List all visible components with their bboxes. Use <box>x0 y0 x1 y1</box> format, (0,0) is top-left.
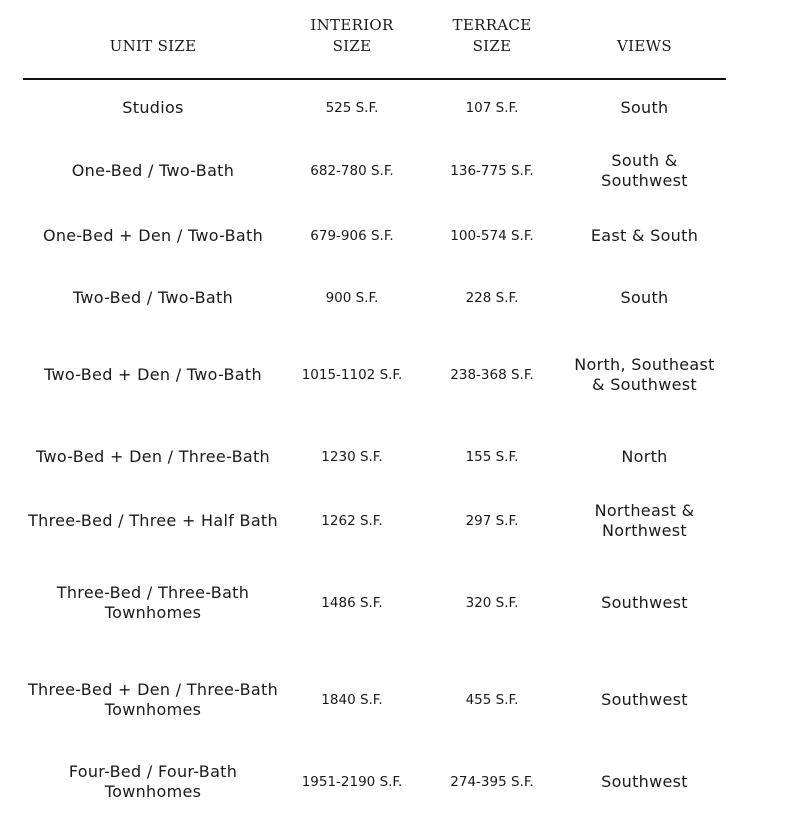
terrace-size-cell: 274-395 S.F. <box>450 774 534 790</box>
unit-size-cell: Three-Bed / Three-Bath Townhomes <box>56 583 250 622</box>
table-row <box>23 679 726 721</box>
views-cell: South <box>620 288 669 307</box>
terrace-size-cell: 100-574 S.F. <box>450 228 534 244</box>
terrace-size-cell: 455 S.F. <box>465 692 519 708</box>
unit-size-cell: One-Bed / Two-Bath <box>71 161 235 180</box>
terrace-size-cell: 107 S.F. <box>465 100 519 116</box>
interior-size-cell: 1840 S.F. <box>321 692 383 708</box>
table-row <box>23 88 726 128</box>
header-unit-size: UNIT SIZE <box>109 36 197 55</box>
table-row <box>23 277 726 319</box>
table-header <box>23 0 726 80</box>
unit-size-cell: Three-Bed / Three + Half Bath <box>28 511 278 530</box>
views-cell: Southwest <box>601 772 688 791</box>
terrace-size-cell: 238-368 S.F. <box>450 367 534 383</box>
terrace-size-cell: 297 S.F. <box>465 513 519 529</box>
views-cell: Northeast & Northwest <box>594 501 695 540</box>
unit-size-cell: Four-Bed / Four-Bath Townhomes <box>68 762 238 801</box>
interior-size-cell: 900 S.F. <box>325 290 379 306</box>
unit-size-cell: Three-Bed + Den / Three-Bath Townhomes <box>27 680 279 719</box>
interior-size-cell: 682-780 S.F. <box>310 163 394 179</box>
terrace-size-cell: 228 S.F. <box>465 290 519 306</box>
views-cell: Southwest <box>601 690 688 709</box>
terrace-size-cell: 155 S.F. <box>465 449 519 465</box>
views-cell: East & South <box>590 226 699 245</box>
unit-table <box>23 0 726 801</box>
table-row <box>23 582 726 624</box>
views-cell: Southwest <box>601 593 688 612</box>
interior-size-cell: 1951-2190 S.F. <box>301 774 403 790</box>
views-cell: North, Southeast & Southwest <box>574 355 715 394</box>
unit-size-cell: One-Bed + Den / Two-Bath <box>42 226 264 245</box>
header-views: VIEWS <box>617 36 672 55</box>
interior-size-cell: 525 S.F. <box>325 100 379 116</box>
table-row <box>23 436 726 478</box>
unit-size-cell: Two-Bed + Den / Three-Bath <box>36 447 270 466</box>
unit-size-cell: Two-Bed + Den / Two-Bath <box>44 365 262 384</box>
table-row <box>23 761 726 803</box>
header-interior-size: INTERIOR SIZE <box>310 16 394 55</box>
views-cell: South <box>620 98 669 117</box>
header-terrace-size: TERRACE SIZE <box>452 16 532 55</box>
unit-size-cell: Two-Bed / Two-Bath <box>72 288 234 307</box>
interior-size-cell: 1015-1102 S.F. <box>301 367 403 383</box>
table-row <box>23 215 726 257</box>
unit-size-cell: Studios <box>122 98 184 117</box>
table-row <box>23 500 726 542</box>
interior-size-cell: 1262 S.F. <box>321 513 383 529</box>
table-row <box>23 354 726 396</box>
interior-size-cell: 1230 S.F. <box>321 449 383 465</box>
terrace-size-cell: 320 S.F. <box>465 595 519 611</box>
interior-size-cell: 1486 S.F. <box>321 595 383 611</box>
interior-size-cell: 679-906 S.F. <box>310 228 394 244</box>
views-cell: South & Southwest <box>601 151 688 190</box>
table-row <box>23 150 726 192</box>
views-cell: North <box>621 447 668 466</box>
terrace-size-cell: 136-775 S.F. <box>450 163 534 179</box>
